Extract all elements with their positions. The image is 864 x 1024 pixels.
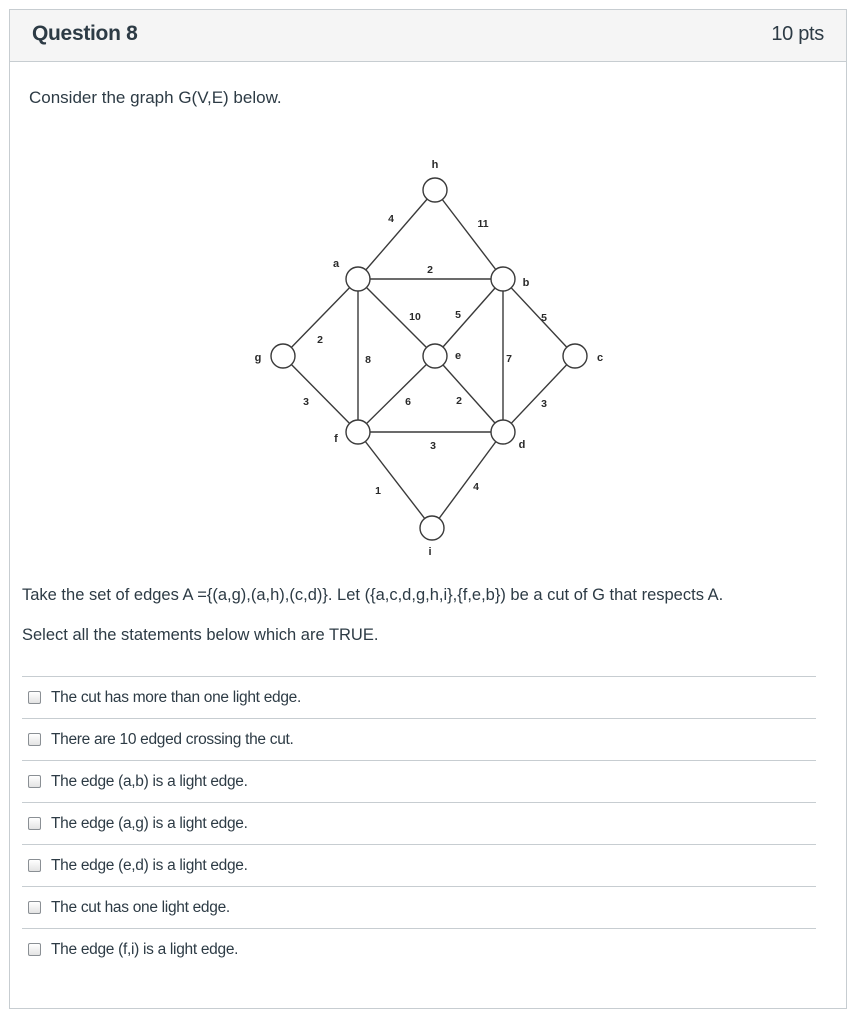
edge-weight-i-d: 4 (473, 481, 479, 493)
vertex-a (346, 267, 370, 291)
edge-weight-f-e: 6 (405, 396, 411, 408)
edge-b-e (435, 279, 503, 356)
question-header (10, 10, 846, 62)
edge-f-i (358, 432, 432, 528)
vertex-c (563, 344, 587, 368)
answer-label[interactable]: There are 10 edged crossing the cut. (51, 730, 294, 748)
edge-a-e (358, 279, 435, 356)
edge-weight-g-f: 3 (303, 396, 309, 408)
vertex-label-h: h (431, 159, 439, 171)
edge-weight-f-d: 3 (430, 440, 436, 452)
vertex-b (491, 267, 515, 291)
answer-option[interactable] (22, 676, 816, 718)
answer-checkbox[interactable] (28, 817, 41, 830)
question-points: 10 pts (771, 23, 824, 45)
edge-weight-g-a: 2 (317, 334, 323, 346)
vertex-d (491, 420, 515, 444)
vertex-label-g: g (254, 352, 262, 364)
edge-a-h (358, 190, 435, 279)
edge-f-e (358, 356, 435, 432)
answer-option[interactable] (22, 718, 816, 760)
vertex-label-e: e (454, 350, 462, 362)
answer-checkbox[interactable] (28, 901, 41, 914)
question-statement: Take the set of edges A ={(a,g),(a,h),(c,d)}. Let ({a,c,d,g,h,i},{f,e,b}) be a cut of G that respects A. (22, 586, 724, 604)
vertex-label-i: i (428, 546, 432, 558)
answer-option[interactable] (22, 802, 816, 844)
answer-option[interactable] (22, 844, 816, 886)
answer-option[interactable] (22, 886, 816, 928)
edge-weight-a-h: 4 (388, 213, 394, 225)
vertex-i (420, 516, 444, 540)
edge-weight-b-e: 5 (455, 309, 461, 321)
edge-weight-a-f: 8 (365, 354, 371, 366)
edge-weight-b-c: 5 (541, 312, 547, 324)
answer-list (22, 676, 816, 970)
edge-weight-a-b: 2 (427, 264, 433, 276)
edge-weight-h-b: 11 (477, 218, 489, 230)
answer-option[interactable] (22, 928, 816, 970)
vertex-h (423, 178, 447, 202)
edge-weight-b-d: 7 (506, 353, 512, 365)
answer-checkbox[interactable] (28, 859, 41, 872)
vertex-g (271, 344, 295, 368)
edge-weight-a-e: 10 (409, 311, 421, 323)
vertex-label-b: b (522, 277, 530, 289)
edge-e-d (435, 356, 503, 432)
edge-c-d (503, 356, 575, 432)
answer-label[interactable]: The edge (f,i) is a light edge. (51, 940, 239, 958)
answer-checkbox[interactable] (28, 691, 41, 704)
answer-label[interactable]: The cut has one light edge. (51, 898, 230, 916)
answer-checkbox[interactable] (28, 733, 41, 746)
answer-label[interactable]: The edge (a,g) is a light edge. (51, 814, 248, 832)
edge-weight-e-d: 2 (456, 395, 462, 407)
edge-weight-f-i: 1 (375, 485, 381, 497)
edge-weight-c-d: 3 (541, 398, 547, 410)
edge-g-f (283, 356, 358, 432)
answer-label[interactable]: The edge (e,d) is a light edge. (51, 856, 248, 874)
answer-label[interactable]: The cut has more than one light edge. (51, 688, 301, 706)
question-intro: Consider the graph G(V,E) below. (29, 88, 282, 107)
edge-h-b (435, 190, 503, 279)
vertex-label-f: f (334, 433, 338, 445)
answer-checkbox[interactable] (28, 775, 41, 788)
vertex-label-c: c (596, 352, 604, 364)
vertex-label-d: d (518, 439, 526, 451)
question-title: Question 8 (32, 22, 138, 45)
answer-checkbox[interactable] (28, 943, 41, 956)
graph-diagram (240, 150, 620, 570)
vertex-label-a: a (332, 258, 340, 270)
vertex-e (423, 344, 447, 368)
edge-i-d (432, 432, 503, 528)
answer-label[interactable]: The edge (a,b) is a light edge. (51, 772, 248, 790)
edge-b-c (503, 279, 575, 356)
answer-option[interactable] (22, 760, 816, 802)
vertex-f (346, 420, 370, 444)
question-instruction: Select all the statements below which are TRUE. (22, 626, 379, 644)
